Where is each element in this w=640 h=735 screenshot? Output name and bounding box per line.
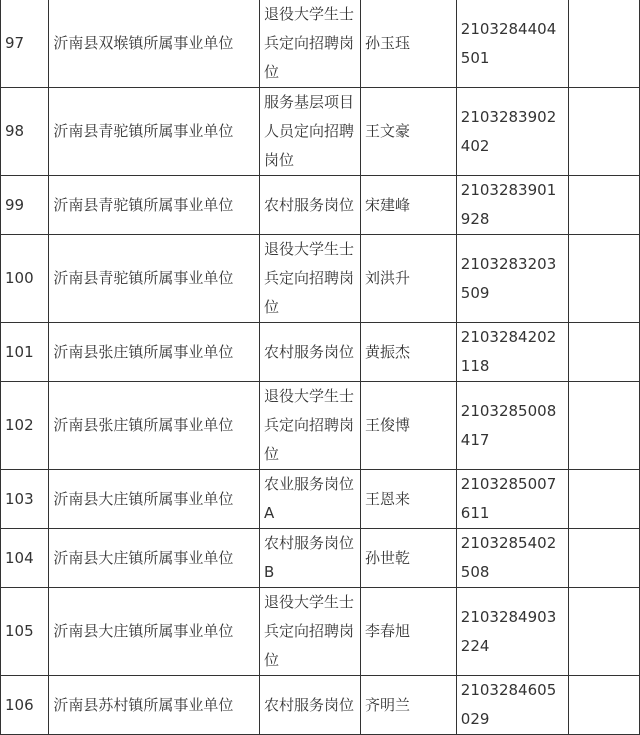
row-number: 98 — [1, 88, 49, 176]
admission-ticket-number: 2103284202118 — [456, 323, 569, 382]
position: 退役大学生士兵定向招聘岗位 — [259, 382, 360, 470]
position: 农业服务岗位A — [259, 470, 360, 529]
remarks-cell — [569, 382, 640, 470]
remarks-cell — [569, 676, 640, 735]
row-number: 99 — [1, 176, 49, 235]
admission-ticket-number: 2103284404501 — [456, 0, 569, 88]
table-row — [1, 529, 640, 588]
candidate-name: 王恩来 — [361, 470, 457, 529]
candidate-name: 王俊博 — [361, 382, 457, 470]
table-row — [1, 470, 640, 529]
position: 农村服务岗位 — [259, 323, 360, 382]
remarks-cell — [569, 235, 640, 323]
candidate-name: 李春旭 — [361, 588, 457, 676]
employer-unit: 沂南县青驼镇所属事业单位 — [49, 88, 260, 176]
table-row — [1, 676, 640, 735]
position: 农村服务岗位 — [259, 176, 360, 235]
admission-ticket-number: 2103284903224 — [456, 588, 569, 676]
employer-unit: 沂南县大庄镇所属事业单位 — [49, 588, 260, 676]
row-number: 106 — [1, 676, 49, 735]
row-number: 105 — [1, 588, 49, 676]
admission-ticket-number: 2103285402508 — [456, 529, 569, 588]
candidate-name: 王文豪 — [361, 88, 457, 176]
row-number: 104 — [1, 529, 49, 588]
position: 退役大学生士兵定向招聘岗位 — [259, 235, 360, 323]
table-row — [1, 176, 640, 235]
remarks-cell — [569, 323, 640, 382]
position: 农村服务岗位 — [259, 676, 360, 735]
remarks-cell — [569, 529, 640, 588]
admission-ticket-number: 2103285007611 — [456, 470, 569, 529]
admission-ticket-number: 2103284605029 — [456, 676, 569, 735]
position: 退役大学生士兵定向招聘岗位 — [259, 588, 360, 676]
table-row — [1, 235, 640, 323]
table-row — [1, 88, 640, 176]
table-row — [1, 382, 640, 470]
candidate-name: 孙玉珏 — [361, 0, 457, 88]
employer-unit: 沂南县张庄镇所属事业单位 — [49, 382, 260, 470]
candidate-name: 孙世乾 — [361, 529, 457, 588]
candidate-name: 齐明兰 — [361, 676, 457, 735]
employer-unit: 沂南县双堠镇所属事业单位 — [49, 0, 260, 88]
row-number: 103 — [1, 470, 49, 529]
row-number: 102 — [1, 382, 49, 470]
row-number: 100 — [1, 235, 49, 323]
employer-unit: 沂南县大庄镇所属事业单位 — [49, 470, 260, 529]
candidate-name: 宋建峰 — [361, 176, 457, 235]
table-row — [1, 0, 640, 88]
remarks-cell — [569, 176, 640, 235]
candidate-name: 刘洪升 — [361, 235, 457, 323]
employer-unit: 沂南县大庄镇所属事业单位 — [49, 529, 260, 588]
position: 服务基层项目人员定向招聘岗位 — [259, 88, 360, 176]
position: 退役大学生士兵定向招聘岗位 — [259, 0, 360, 88]
admission-ticket-number: 2103283902402 — [456, 88, 569, 176]
employer-unit: 沂南县青驼镇所属事业单位 — [49, 235, 260, 323]
remarks-cell — [569, 0, 640, 88]
candidate-name: 黄振杰 — [361, 323, 457, 382]
employer-unit: 沂南县张庄镇所属事业单位 — [49, 323, 260, 382]
admission-ticket-number: 2103283203509 — [456, 235, 569, 323]
remarks-cell — [569, 588, 640, 676]
employer-unit: 沂南县苏村镇所属事业单位 — [49, 676, 260, 735]
row-number: 97 — [1, 0, 49, 88]
admission-ticket-number: 2103283901928 — [456, 176, 569, 235]
position: 农村服务岗位B — [259, 529, 360, 588]
employer-unit: 沂南县青驼镇所属事业单位 — [49, 176, 260, 235]
admission-ticket-number: 2103285008417 — [456, 382, 569, 470]
row-number: 101 — [1, 323, 49, 382]
table-row — [1, 323, 640, 382]
remarks-cell — [569, 470, 640, 529]
table-row — [1, 588, 640, 676]
remarks-cell — [569, 88, 640, 176]
